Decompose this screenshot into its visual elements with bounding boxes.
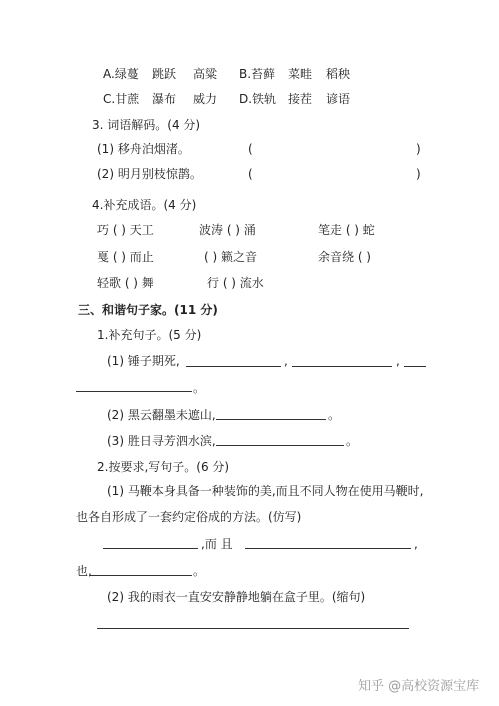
s3-q1-sep2: , xyxy=(396,354,400,368)
idiom-8: 行 ( ) 流水 xyxy=(207,276,264,290)
q3-item1-open: ( xyxy=(248,142,253,156)
idiom-2: 波涛 ( ) 涌 xyxy=(199,223,256,237)
idiom-5: ( ) 籁之音 xyxy=(204,250,257,264)
choice-a-word3: 高粱 xyxy=(193,67,218,81)
blank-line[interactable] xyxy=(292,366,392,367)
q4-title: 4.补充成语。(4 分) xyxy=(92,198,197,212)
idiom-6: 余音绕 ( ) xyxy=(318,250,371,264)
s3-q1-end: 。 xyxy=(193,381,206,395)
q3-item1: (1) 移舟泊烟渚。 xyxy=(97,142,190,156)
choice-c: C.甘蔗 xyxy=(103,92,140,106)
blank-line[interactable] xyxy=(103,548,198,549)
choice-a: A.绿蔓 xyxy=(103,67,139,81)
blank-line[interactable] xyxy=(216,419,326,420)
section3-title: 三、和谐句子家。(11 分) xyxy=(78,303,218,317)
s3-q2-p1-line1: (1) 马鞭本身具备一种装饰的美,而且不同人物在使用马鞭时, xyxy=(107,484,424,498)
choice-b-word2: 菜畦 xyxy=(288,67,313,81)
s3-q2-title: 2.按要求,写句子。(6 分) xyxy=(97,460,230,474)
watermark: 知乎 @高校资源宝库 xyxy=(358,679,480,694)
q3-item2: (2) 明月别枝惊鹊。 xyxy=(97,167,202,181)
blank-line[interactable] xyxy=(245,548,411,549)
blank-line[interactable] xyxy=(216,445,344,446)
s3-q2-comma: , xyxy=(414,537,418,551)
choice-b-word3: 稻秧 xyxy=(326,67,351,81)
choice-c-word2: 瀑布 xyxy=(152,92,177,106)
idiom-7: 轻歌 ( ) 舞 xyxy=(97,276,154,290)
s3-q2-also: 也, xyxy=(76,564,92,578)
q3-item2-open: ( xyxy=(248,167,253,181)
idiom-4: 戛 ( ) 而止 xyxy=(97,250,154,264)
choice-c-word3: 威力 xyxy=(193,92,218,106)
choice-d-word2: 接茬 xyxy=(288,92,313,106)
s3-q1-item3-end: 。 xyxy=(346,434,359,448)
s3-q1-sep1: , xyxy=(284,354,288,368)
s3-q1-item1: (1) 锤子期死, xyxy=(107,354,180,368)
s3-q2-p1-line2: 也各自形成了一套约定俗成的方法。(仿写) xyxy=(76,510,302,524)
blank-line[interactable] xyxy=(97,628,409,629)
choice-d-word3: 谚语 xyxy=(326,92,351,106)
s3-q2-and: ,而 且 xyxy=(201,537,233,551)
q3-title: 3. 词语解码。(4 分) xyxy=(92,118,201,132)
s3-q1-item2-end: 。 xyxy=(328,408,341,422)
q3-item2-close: ) xyxy=(416,167,421,181)
s3-q1-item2: (2) 黑云翻墨未遮山, xyxy=(107,408,216,422)
blank-line[interactable] xyxy=(90,575,192,576)
idiom-1: 巧 ( ) 天工 xyxy=(97,223,154,237)
s3-q2-period: 。 xyxy=(193,564,206,578)
choice-d: D.铁轨 xyxy=(239,92,277,106)
idiom-3: 笔走 ( ) 蛇 xyxy=(318,223,375,237)
blank-line[interactable] xyxy=(76,391,192,392)
choice-a-word2: 跳跃 xyxy=(152,67,177,81)
s3-q2-p2: (2) 我的雨衣一直安安静静地躺在盒子里。(缩句) xyxy=(107,590,366,604)
choice-b: B.苔藓 xyxy=(239,67,276,81)
blank-line[interactable] xyxy=(404,366,426,367)
blank-line[interactable] xyxy=(186,366,281,367)
s3-q1-title: 1.补充句子。(5 分) xyxy=(97,328,202,342)
s3-q1-item3: (3) 胜日寻芳泗水滨, xyxy=(107,434,216,448)
q3-item1-close: ) xyxy=(416,142,421,156)
